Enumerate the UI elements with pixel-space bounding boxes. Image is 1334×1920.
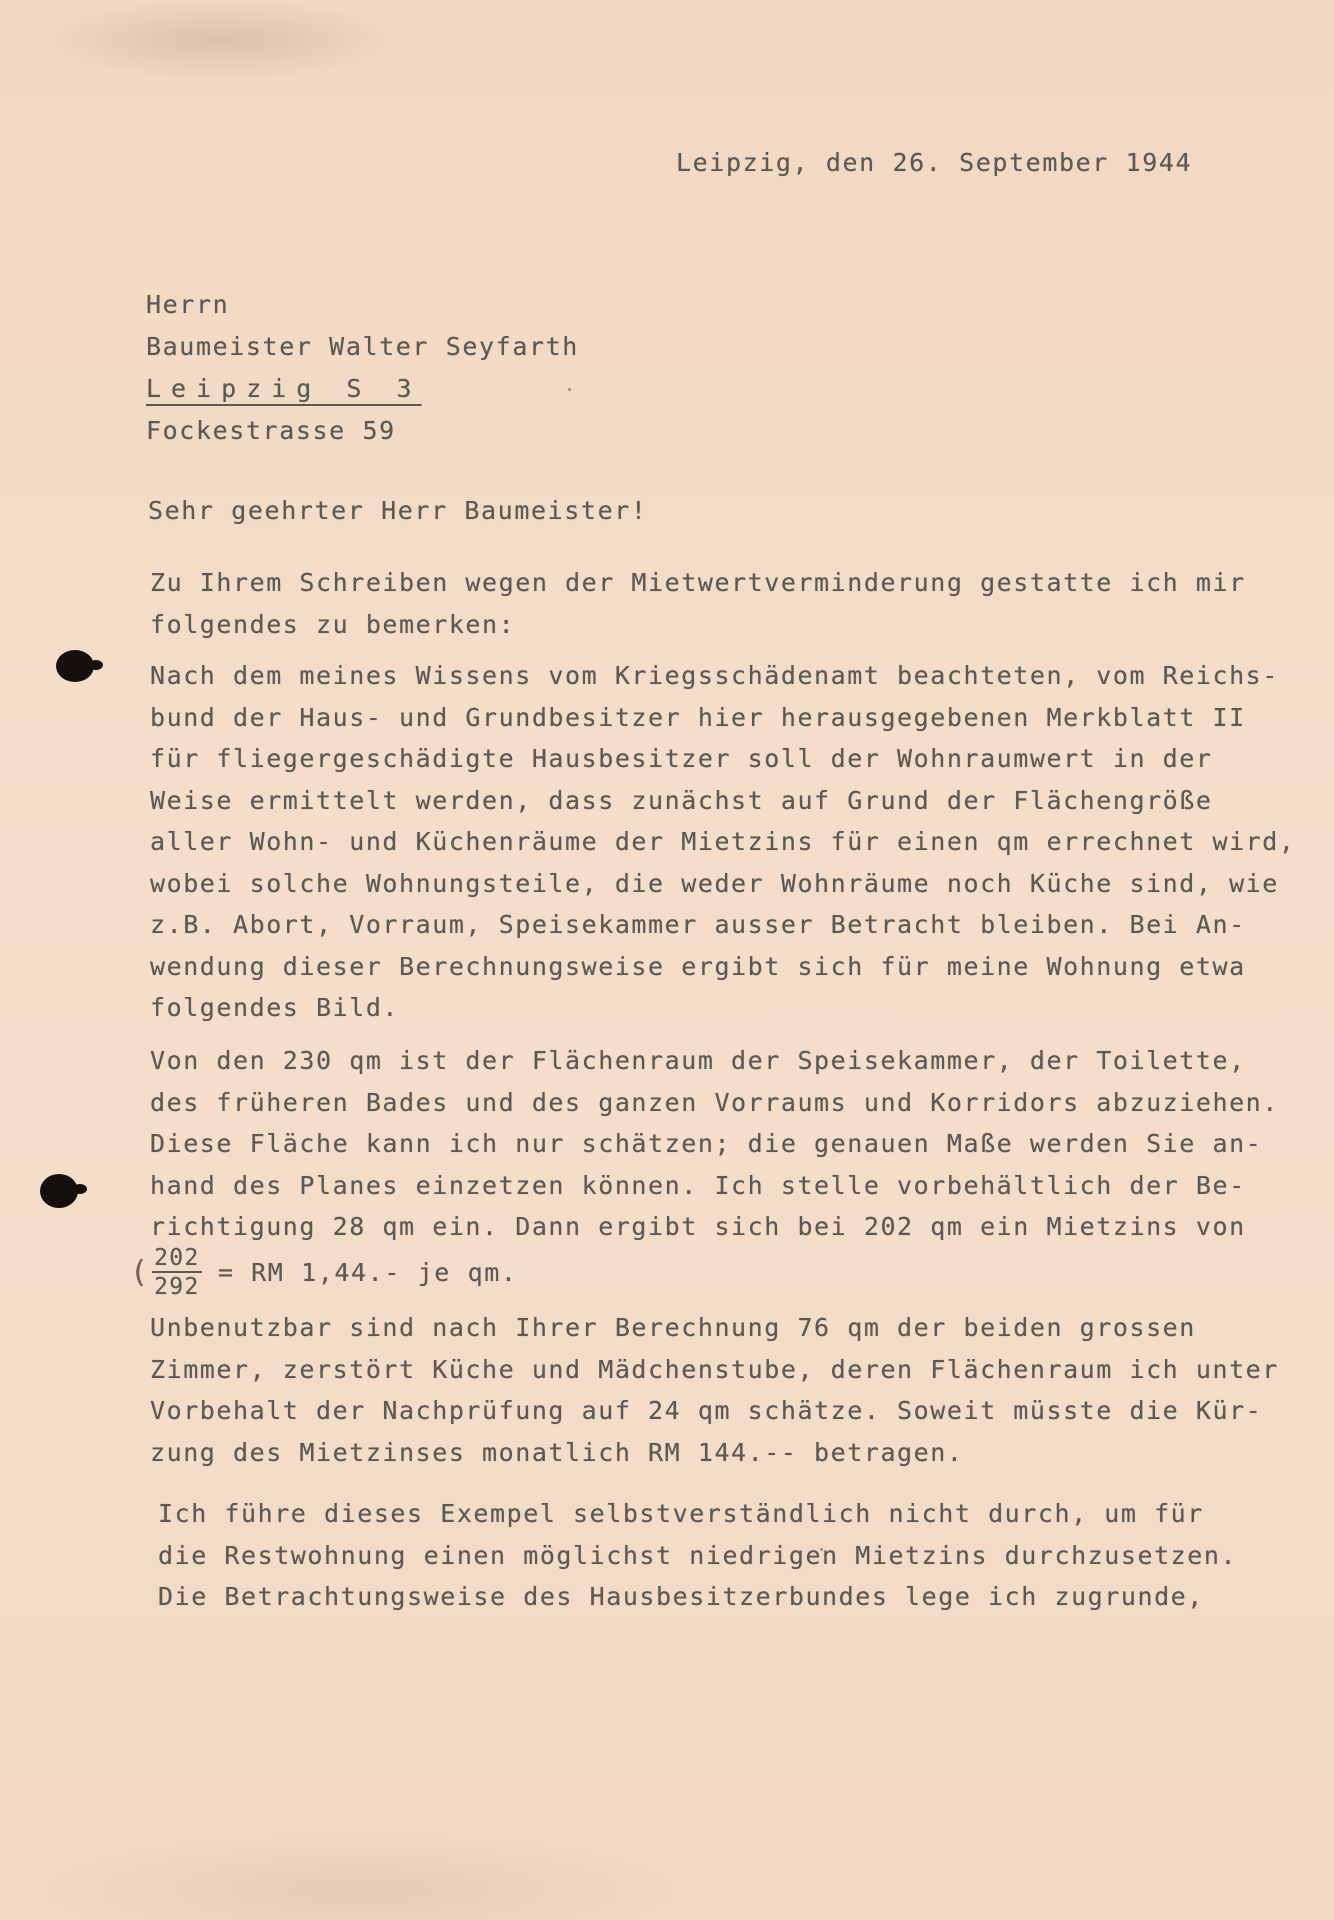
text-line: aller Wohn- und Küchenräume der Mietzins für einen qm errechnet wird, — [150, 827, 1296, 856]
text-line: Zimmer, zerstört Küche und Mädchenstube, deren Flächenraum ich unter — [150, 1354, 1279, 1384]
text-line: Die Betrachtungsweise des Hausbesitzerbundes lege ich zugrunde, — [158, 1582, 1204, 1611]
text-line: Diese Fläche kann ich nur schätzen; die genauen Maße werden Sie an- — [150, 1129, 1263, 1158]
text-line: folgendes Bild. — [150, 993, 400, 1022]
text-line: Vorbehalt der Nachprüfung auf 24 qm schätze. Soweit müsste die Kür- — [150, 1396, 1263, 1425]
text-line: bund der Haus- und Grundbesitzer hier herausgegebenen Merkblatt II — [150, 702, 1246, 732]
fraction — [152, 1246, 202, 1299]
fraction-result: = RM 1,44.- je qm. — [217, 1258, 518, 1287]
text-line: Nach dem meines Wissens vom Kriegsschädenamt beachteten, vom Reichs- — [150, 661, 1279, 690]
punch-hole-bottom — [40, 1174, 78, 1208]
fraction-denominator: 292 — [154, 1274, 200, 1300]
text-line: richtigung 28 qm ein. Dann ergibt sich bei 202 qm ein Mietzins von — [150, 1212, 1246, 1241]
recipient-title: Herrn — [146, 290, 230, 319]
text-line: Ich führe dieses Exempel selbstverständlich nicht durch, um für — [158, 1499, 1204, 1528]
date-line: Leipzig, den 26. September 1944 — [676, 148, 1193, 177]
paper-speck — [568, 388, 571, 391]
text-line: hand des Planes einzetzen können. Ich stelle vorbehältlich der Be- — [150, 1170, 1246, 1200]
text-line: Unbenutzbar sind nach Ihrer Berechnung 76 qm der beiden grossen — [150, 1313, 1196, 1342]
fraction-paren: ( — [130, 1255, 149, 1290]
text-line: Zu Ihrem Schreiben wegen der Mietwertverminderung gestatte ich mir — [150, 568, 1246, 597]
recipient-name: Baumeister Walter Seyfarth — [146, 332, 579, 361]
recipient-street: Fockestrasse 59 — [146, 416, 396, 445]
text-line: folgendes zu bemerken: — [150, 609, 516, 639]
text-line: die Restwohnung einen möglichst niedrigen Mietzins durchzusetzen. — [158, 1540, 1238, 1570]
punch-hole-top — [56, 650, 94, 682]
salutation: Sehr geehrter Herr Baumeister! — [148, 496, 648, 525]
text-line: des früheren Bades und des ganzen Vorraums und Korridors abzuziehen. — [150, 1087, 1279, 1117]
text-line: z.B. Abort, Vorraum, Speisekammer ausser Betracht bleiben. Bei An- — [150, 910, 1246, 939]
text-line: Weise ermittelt werden, dass zunächst auf Grund der Flächengröße — [150, 785, 1213, 815]
paragraph-2 — [150, 655, 1296, 1029]
text-line: Von den 230 qm ist der Flächenraum der Speisekammer, der Toilette, — [150, 1046, 1246, 1075]
paragraph-1 — [150, 562, 1290, 645]
fraction-numerator: 202 — [154, 1245, 200, 1271]
paragraph-4 — [150, 1307, 1290, 1473]
text-line: wendung dieser Berechnungsweise ergibt sich für meine Wohnung etwa — [150, 951, 1246, 981]
text-line: wobei solche Wohnungsteile, die weder Wohnräume noch Küche sind, wie — [150, 868, 1279, 898]
paragraph-3 — [150, 1040, 1290, 1248]
fraction-calculation — [130, 1246, 518, 1299]
recipient-city: Leipzig S 3 — [146, 374, 422, 403]
text-line: für fliegergeschädigte Hausbesitzer soll der Wohnraumwert in der — [150, 744, 1213, 773]
text-line: zung des Mietzinses monatlich RM 144.-- betragen. — [150, 1437, 964, 1467]
paragraph-5 — [158, 1493, 1298, 1618]
